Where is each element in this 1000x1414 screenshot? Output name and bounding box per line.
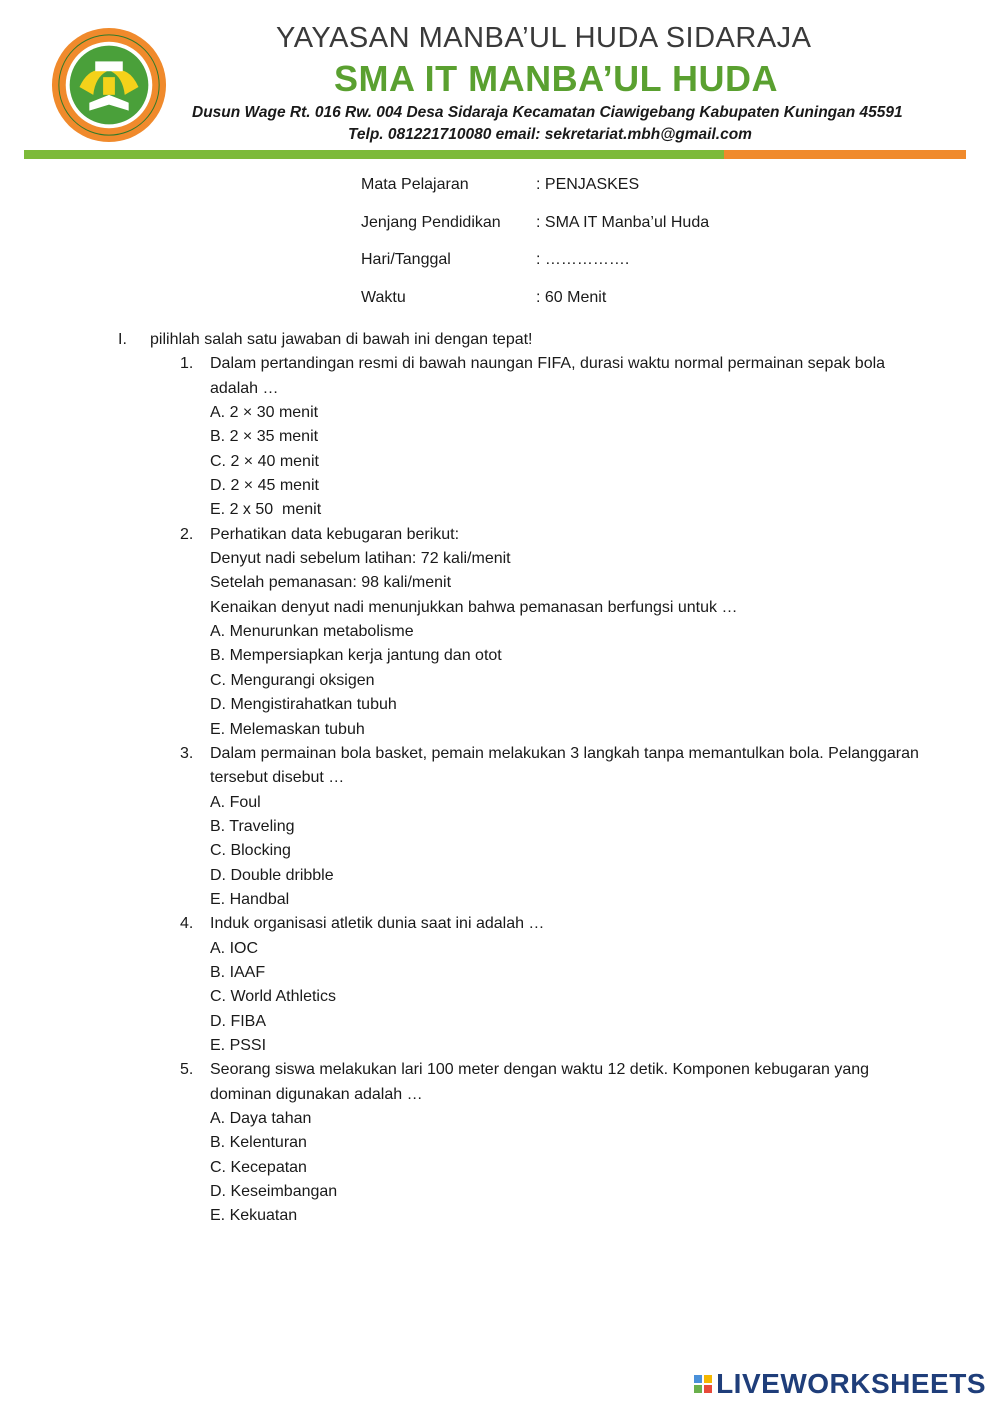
liveworksheets-watermark (694, 1368, 986, 1400)
answer-option[interactable]: B. IAAF (210, 963, 266, 981)
answer-option[interactable]: A. IOC (210, 939, 259, 957)
question-number: 1. (180, 355, 194, 373)
meta-label-level: Jenjang Pendidikan (361, 213, 501, 231)
answer-option[interactable]: E. 2 x 50 menit (210, 501, 322, 519)
answer-option[interactable]: D. Keseimbangan (210, 1183, 338, 1201)
question-text: Induk organisasi atletik dunia saat ini adalah … (210, 915, 545, 933)
section-heading (118, 328, 970, 352)
answer-option[interactable]: A. 2 × 30 menit (210, 404, 319, 422)
liveworksheets-wordmark: LIVEWORKSHEETS (716, 1368, 986, 1399)
option-list (210, 791, 970, 913)
header-rule-orange (724, 150, 966, 159)
exam-info-row (361, 214, 709, 252)
foundation-name: YAYASAN MANBA’UL HUDA SIDARAJA (276, 22, 812, 54)
answer-option[interactable]: A. Foul (210, 793, 261, 811)
question-body (210, 912, 970, 1058)
question-text: Dalam permainan bola basket, pemain melakukan 3 langkah tanpa memantulkan bola. Pelanggaran (210, 744, 919, 762)
answer-option[interactable]: D. Double dribble (210, 866, 334, 884)
answer-option[interactable]: C. Blocking (210, 842, 291, 860)
question-number: 2. (180, 525, 194, 543)
answer-option[interactable]: D. FIBA (210, 1012, 267, 1030)
option-list (210, 620, 970, 742)
meta-value-subject: : PENJASKES (536, 176, 640, 193)
question-number: 5. (180, 1061, 194, 1079)
question-text: Perhatikan data kebugaran berikut: (210, 525, 460, 543)
question-text: adalah … (210, 379, 279, 397)
meta-value-level: : SMA IT Manba’ul Huda (536, 213, 710, 231)
answer-option[interactable]: E. Kekuatan (210, 1207, 298, 1225)
question-number: 4. (180, 915, 194, 933)
answer-option[interactable]: A. Menurunkan metabolisme (210, 623, 414, 641)
question-item (180, 1058, 970, 1228)
answer-option[interactable]: B. Traveling (210, 817, 295, 835)
answer-option[interactable]: B. Kelenturan (210, 1134, 307, 1152)
option-list (210, 937, 970, 1059)
question-item (180, 523, 970, 742)
question-item (180, 912, 970, 1058)
question-body (210, 352, 970, 522)
question-list (118, 352, 970, 1228)
section-instruction: pilihlah salah satu jawaban di bawah ini dengan tepat! (150, 331, 533, 348)
exam-info-row (361, 251, 709, 289)
meta-value-date: : ……………. (536, 251, 630, 269)
answer-option[interactable]: C. World Athletics (210, 988, 336, 1006)
meta-value-time: : 60 Menit (536, 289, 607, 307)
question-body (210, 523, 970, 742)
option-list (210, 1107, 970, 1229)
question-body (210, 742, 970, 912)
letterhead (0, 0, 1000, 170)
school-name: SMA IT MANBA’UL HUDA (334, 58, 778, 99)
option-list (210, 401, 970, 523)
answer-option[interactable]: A. Daya tahan (210, 1110, 312, 1127)
meta-label-subject: Mata Pelajaran (361, 176, 469, 193)
meta-label-time: Waktu (361, 289, 406, 307)
question-section (118, 328, 970, 1229)
question-text: tersebut disebut … (210, 769, 345, 787)
liveworksheets-logo-icon (694, 1375, 712, 1393)
question-text: Setelah pemanasan: 98 kali/menit (210, 574, 452, 592)
answer-option[interactable]: C. 2 × 40 menit (210, 452, 319, 470)
school-contact: Telp. 081221710080 email: sekretariat.mbh@gmail.com (348, 126, 752, 143)
exam-info-row (361, 176, 709, 214)
exam-info (361, 176, 709, 327)
header-rule-green (24, 150, 724, 159)
question-text: Seorang siswa melakukan lari 100 meter dengan waktu 12 detik. Komponen kebugaran yang (210, 1061, 870, 1079)
answer-option[interactable]: C. Mengurangi oksigen (210, 671, 375, 689)
answer-option[interactable]: D. 2 × 45 menit (210, 477, 319, 495)
question-text: Denyut nadi sebelum latihan: 72 kali/menit (210, 550, 511, 568)
question-item (180, 352, 970, 522)
question-text: dominan digunakan adalah … (210, 1085, 423, 1103)
question-text: Dalam pertandingan resmi di bawah naungan FIFA, durasi waktu normal permainan sepak bola (210, 355, 886, 373)
question-text: Kenaikan denyut nadi menunjukkan bahwa pemanasan berfungsi untuk … (210, 598, 738, 616)
answer-option[interactable]: B. Mempersiapkan kerja jantung dan otot (210, 647, 502, 665)
meta-label-date: Hari/Tanggal (361, 251, 451, 269)
answer-option[interactable]: D. Mengistirahatkan tubuh (210, 696, 397, 714)
answer-option[interactable]: E. Melemaskan tubuh (210, 720, 365, 738)
answer-option[interactable]: B. 2 × 35 menit (210, 428, 319, 446)
answer-option[interactable]: C. Kecepatan (210, 1158, 307, 1176)
school-logo-emblem (50, 26, 168, 144)
exam-info-row (361, 289, 709, 327)
question-body (210, 1058, 970, 1228)
section-numeral: I. (118, 331, 127, 348)
answer-option[interactable]: E. PSSI (210, 1036, 267, 1054)
school-address: Dusun Wage Rt. 016 Rw. 004 Desa Sidaraja Kecamatan Ciawigebang Kabupaten Kuningan 45591 (192, 104, 903, 121)
question-item (180, 742, 970, 912)
question-number: 3. (180, 744, 194, 762)
answer-option[interactable]: E. Handbal (210, 890, 290, 908)
